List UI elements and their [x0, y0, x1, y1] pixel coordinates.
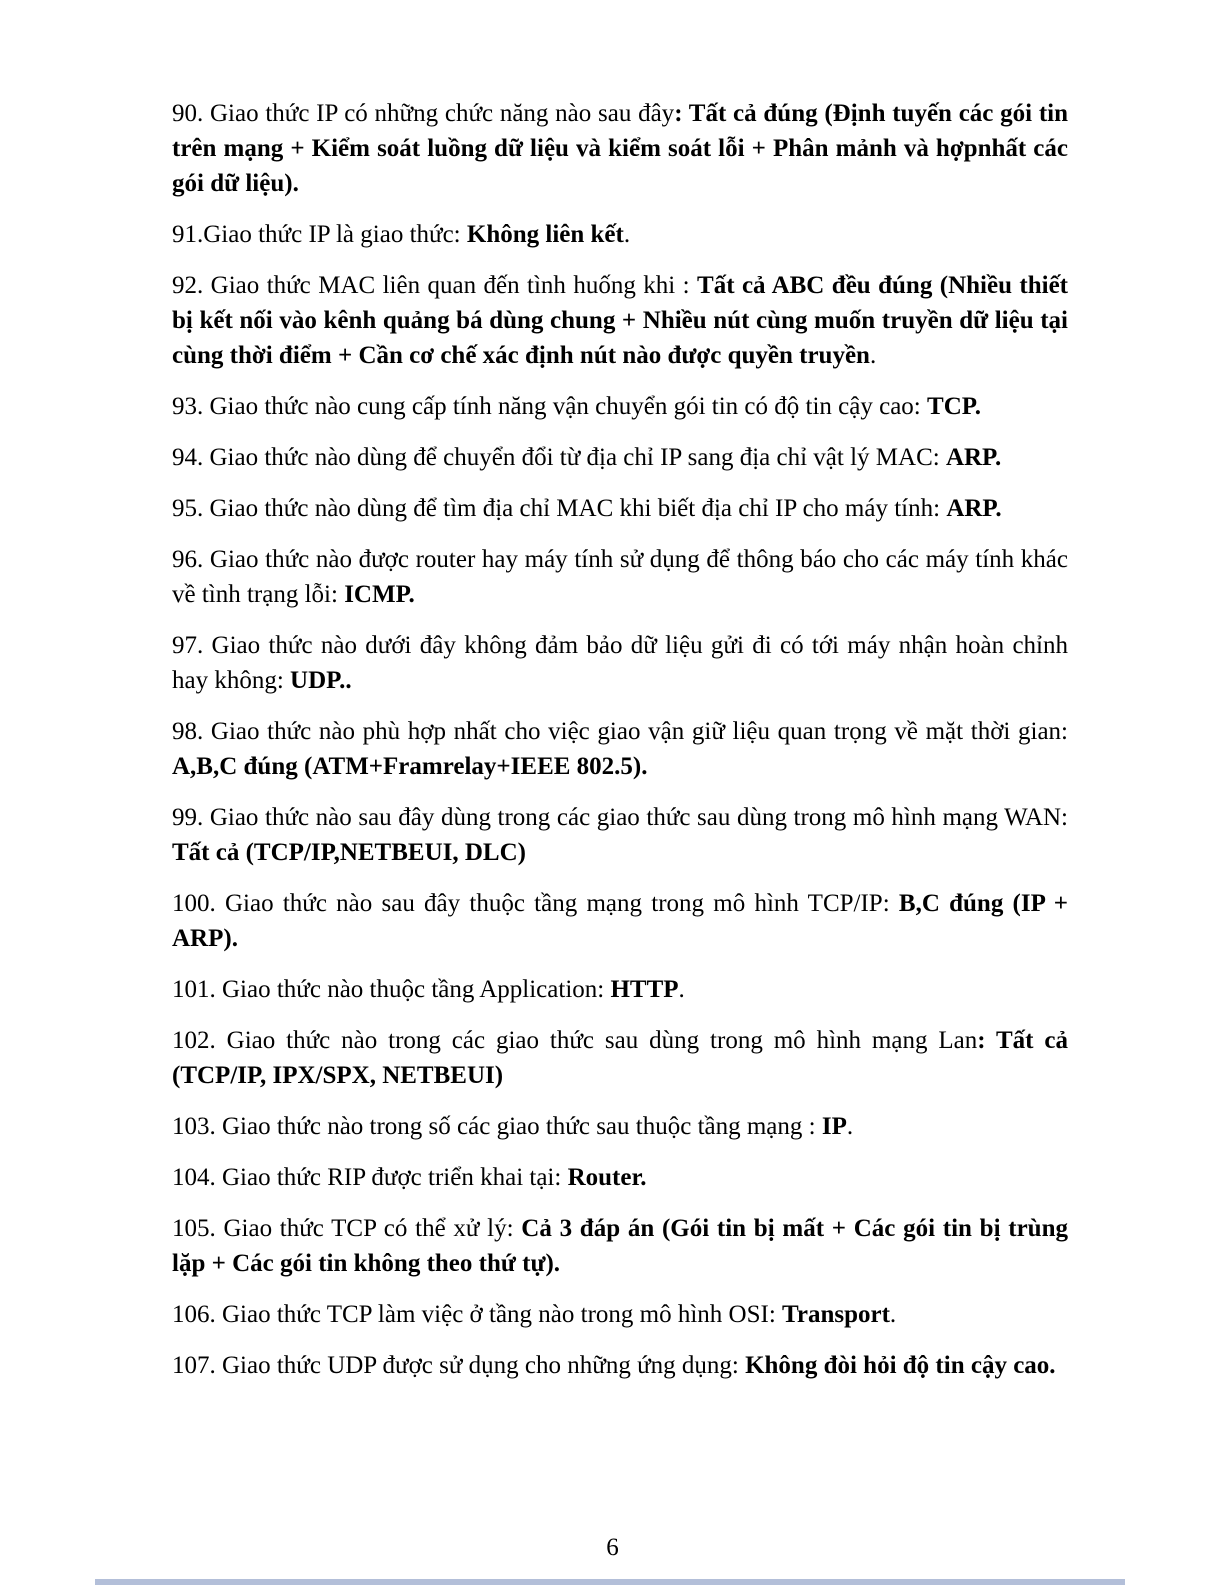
- question-text: 103. Giao thức nào trong số các giao thức sau thuộc tầng mạng :: [172, 1113, 822, 1140]
- answer-text: Không đòi hỏi độ tin cậy cao.: [745, 1352, 1056, 1379]
- question-item: [172, 217, 1068, 252]
- question-item: [172, 628, 1068, 698]
- question-item: [172, 542, 1068, 612]
- question-text: 98. Giao thức nào phù hợp nhất cho việc giao vận giữ liệu quan trọng về mặt thời gian:: [172, 718, 1068, 745]
- question-item: [172, 972, 1068, 1007]
- question-item: [172, 1211, 1068, 1281]
- question-item: [172, 268, 1068, 373]
- answer-text: Transport: [782, 1301, 890, 1328]
- answer-text: Router.: [567, 1164, 647, 1191]
- question-text: 107. Giao thức UDP được sử dụng cho những ứng dụng:: [172, 1352, 746, 1379]
- question-item: [172, 1348, 1068, 1383]
- answer-text: Cả 3 đáp án (Gói tin bị mất + Các gói tin bị trùng lặp + Các gói tin không theo thứ tự).: [172, 1215, 1068, 1277]
- footer-divider: [95, 1579, 1125, 1585]
- question-text: 93. Giao thức nào cung cấp tính năng vận chuyển gói tin có độ tin cậy cao:: [172, 393, 928, 420]
- suffix-text: .: [889, 1301, 897, 1328]
- question-text: 90. Giao thức IP có những chức năng nào sau đây: [172, 100, 675, 127]
- question-list: [172, 96, 1068, 1399]
- suffix-text: .: [678, 976, 685, 1003]
- question-text: 104. Giao thức RIP được triển khai tại:: [172, 1164, 568, 1191]
- question-text: 95. Giao thức nào dùng để tìm địa chỉ MAC khi biết địa chỉ IP cho máy tính:: [172, 495, 947, 522]
- answer-text: IP: [821, 1113, 847, 1140]
- question-item: [172, 389, 1068, 424]
- question-item: [172, 886, 1068, 956]
- answer-text: Tất cả ABC đều đúng (Nhiều thiết bị kết nối vào kênh quảng bá dùng chung + Nhiều nút cùng muốn truyền dữ liệu tại cùng thời điểm + Cần cơ chế xác định nút nào được quyền truyền: [172, 272, 1068, 369]
- question-item: [172, 800, 1068, 870]
- suffix-text: .: [869, 342, 877, 369]
- answer-text: ARP.: [945, 444, 1002, 471]
- question-item: [172, 1160, 1068, 1195]
- question-text: 94. Giao thức nào dùng để chuyển đổi từ địa chỉ IP sang địa chỉ vật lý MAC:: [172, 444, 946, 471]
- question-text: 106. Giao thức TCP làm việc ở tầng nào trong mô hình OSI:: [172, 1301, 783, 1328]
- question-item: [172, 96, 1068, 201]
- question-text: 105. Giao thức TCP có thể xử lý:: [172, 1215, 522, 1242]
- answer-text: Tất cả (TCP/IP,NETBEUI, DLC): [172, 839, 526, 866]
- question-text: 99. Giao thức nào sau đây dùng trong các giao thức sau dùng trong mô hình mạng WAN:: [172, 804, 1068, 831]
- suffix-text: .: [623, 221, 631, 248]
- question-item: [172, 714, 1068, 784]
- question-item: [172, 491, 1068, 526]
- question-item: [172, 440, 1068, 475]
- question-item: [172, 1297, 1068, 1332]
- question-text: 101. Giao thức nào thuộc tầng Application:: [172, 976, 611, 1003]
- suffix-text: .: [846, 1113, 854, 1140]
- answer-text: : Tất cả (TCP/IP, IPX/SPX, NETBEUI): [172, 1027, 1068, 1089]
- question-item: [172, 1023, 1068, 1093]
- answer-text: : Tất cả đúng (Định tuyến các gói tin trên mạng + Kiểm soát luồng dữ liệu và kiểm soát lỗi + Phân mảnh và hợpnhất các gói dữ liệu).: [172, 100, 1068, 197]
- question-text: 92. Giao thức MAC liên quan đến tình huống khi :: [172, 272, 698, 299]
- answer-text: Không liên kết: [466, 221, 624, 248]
- question-text: 91.Giao thức IP là giao thức:: [172, 221, 467, 248]
- question-text: 102. Giao thức nào trong các giao thức sau dùng trong mô hình mạng Lan: [172, 1027, 978, 1054]
- page-number: 6: [606, 1534, 619, 1561]
- question-text: 100. Giao thức nào sau đây thuộc tầng mạng trong mô hình TCP/IP:: [172, 890, 899, 917]
- answer-text: TCP.: [927, 393, 981, 420]
- answer-text: ARP.: [946, 495, 1002, 522]
- answer-text: HTTP: [610, 976, 679, 1003]
- answer-text: UDP..: [290, 667, 352, 694]
- answer-text: ICMP.: [344, 581, 415, 608]
- answer-text: A,B,C đúng (ATM+Framrelay+IEEE 802.5).: [172, 753, 648, 780]
- question-item: [172, 1109, 1068, 1144]
- question-text: 96. Giao thức nào được router hay máy tính sử dụng để thông báo cho các máy tính khác về tình trạng lỗi:: [172, 546, 1068, 608]
- question-text: 97. Giao thức nào dưới đây không đảm bảo dữ liệu gửi đi có tới máy nhận hoàn chỉnh hay không:: [172, 632, 1068, 694]
- answer-text: B,C đúng (IP + ARP).: [172, 890, 1068, 952]
